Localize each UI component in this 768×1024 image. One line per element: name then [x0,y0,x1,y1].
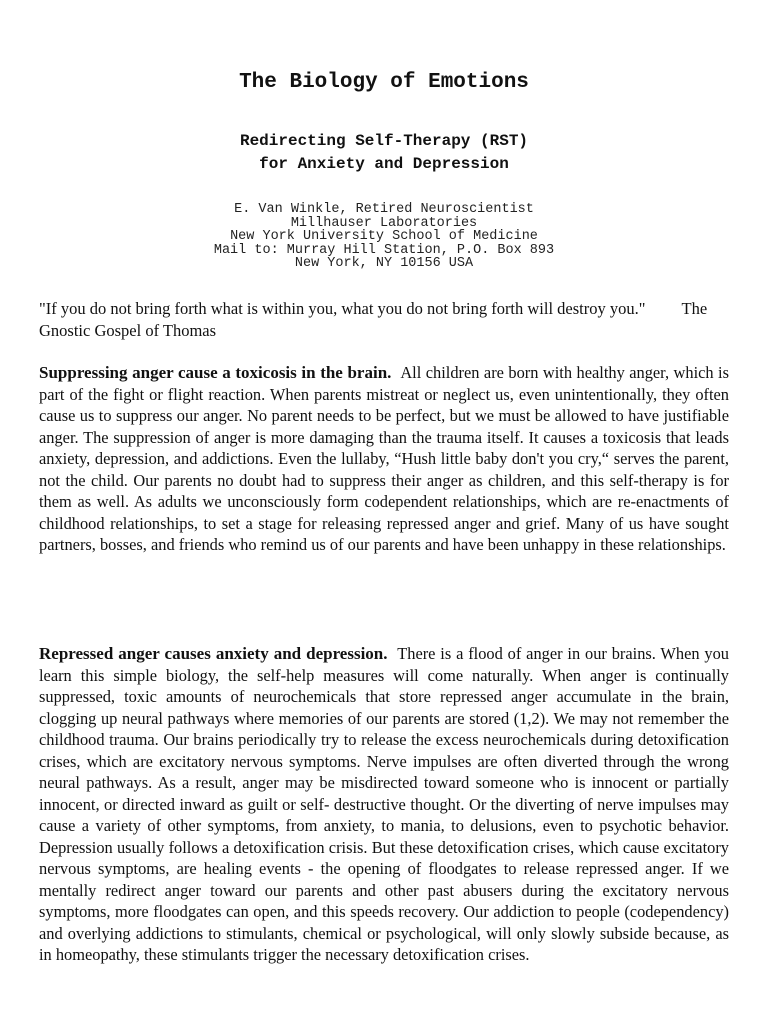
document-subtitle-line1: Redirecting Self-Therapy (RST) [239,132,529,150]
epigraph-text: "If you do not bring forth what is within you, what you do not bring forth will destroy you." [39,299,646,318]
section-body: There is a flood of anger in our brains. When you learn this simple biology, the self-help measures will come naturally. When anger is continually suppressed, toxic amounts of neurochemicals that store repressed anger accumulate in the brain, clogging up neural pathways where memories of our parents are stored (1,2). We may not remember the childhood trauma. Our brains periodically try to release the excess neurochemicals during detoxification crises, which are excitatory nervous symptoms. Nerve impulses are often diverted through the wrong neural pathways. As a result, anger may be misdirected toward someone who is innocent or partially innocent, or directed inward as guilt or self- destructive thought. Or the diverting of nerve impulses may cause a variety of other symptoms, from anxiety, to mania, to delusions, even to psychotic behavior. Depression usually follows a detoxification crisis. But these detoxification crises, which cause excitatory nervous symptoms, are healing events - the opening of floodgates to release repressed anger. If we mentally redirect anger toward our parents and other past abusers during the excitatory nervous symptoms, more floodgates can open, and this speeds recovery. Our addiction to people (codependency) and overlying addictions to stimulants, chemical or psychological, will only slowly subside because, as in homeopathy, these stimulants trigger the necessary detoxification crises. [39,644,729,964]
section-heading: Suppressing anger cause a toxicosis in the brain. [39,363,392,382]
author-city: New York, NY 10156 USA [294,256,474,271]
section-repressed-anger [39,643,729,966]
author-institution: New York University School of Medicine [230,229,538,244]
author-mail-address: Mail to: Murray Hill Station, P.O. Box 893 [213,242,555,258]
author-address-block [0,203,768,271]
section-heading: Repressed anger causes anxiety and depression. [39,644,388,663]
document-subtitle-line2: for Anxiety and Depression [259,155,509,173]
section-body: All children are born with healthy anger, which is part of the fight or flight reaction. When parents mistreat or neglect us, even unintentionally, they often cause us to suppress our anger. No parent needs to be perfect, but we must be allowed to have justifiable anger. The suppression of anger is more damaging than the trauma itself. It causes a toxicosis that leads anxiety, depression, and addictions. Even the lullaby, “Hush little baby don't you cry,“ serves the parent, not the child. Our parents no doubt had to suppress their anger as children, and this self-therapy is for them as well. As adults we unconsciously form codependent relationships, which are re-enactments of childhood relationships, to set a stage for releasing repressed anger and grief. Many of us have sought partners, bosses, and friends who remind us of our parents and have been unhappy in these relationships. [39,363,729,554]
epigraph [39,298,739,342]
document-title: The Biology of Emotions [239,71,529,94]
section-suppressing-anger [39,362,729,556]
author-affiliation: Millhauser Laboratories [290,215,478,231]
author-name: E. Van Winkle, Retired Neuroscientist [234,202,534,217]
epigraph-source: The Gnostic Gospel of Thomas [39,299,708,340]
